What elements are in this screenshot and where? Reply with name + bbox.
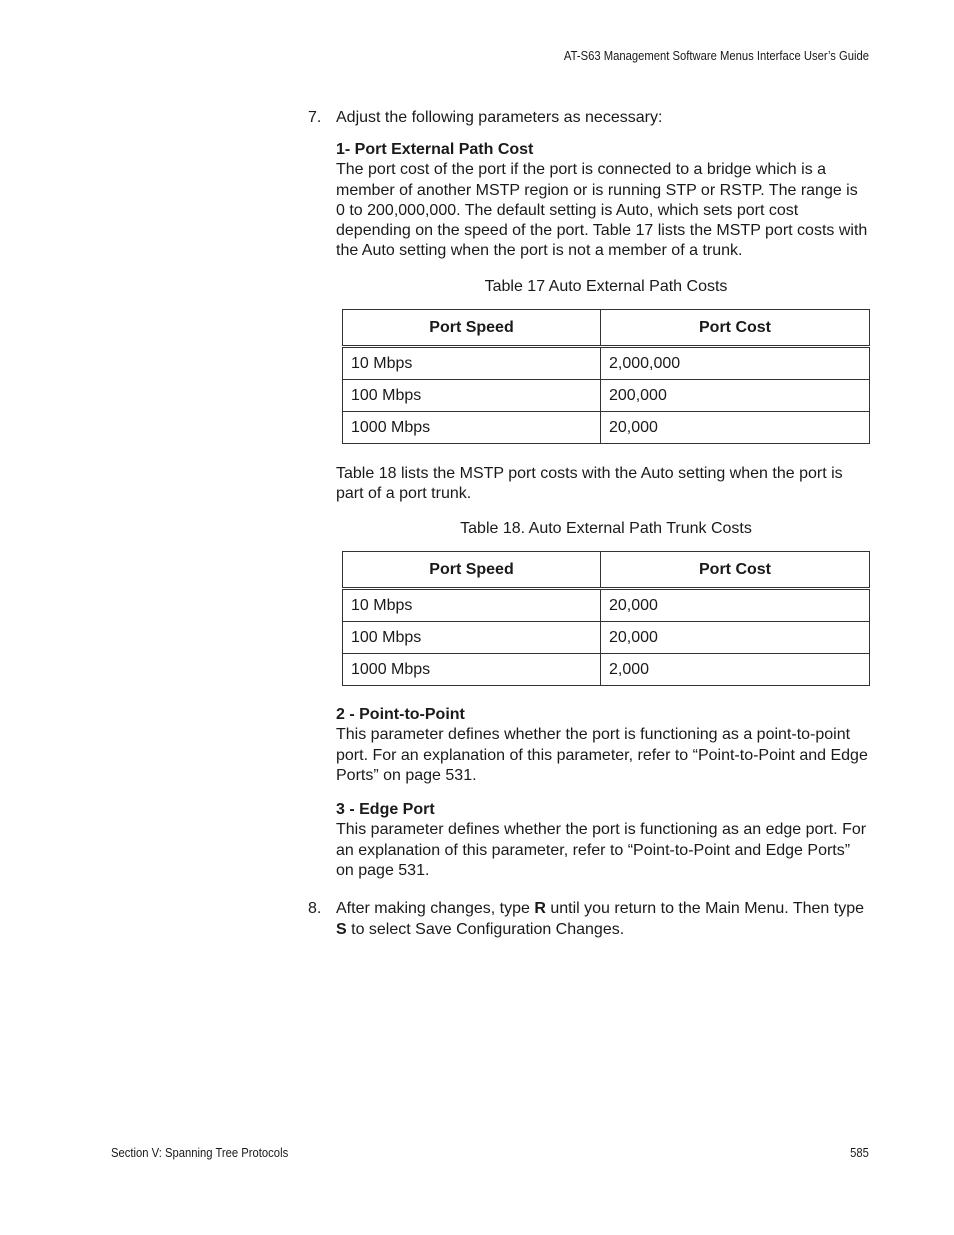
table-cell: 20,000 <box>601 412 870 444</box>
table-cell: 100 Mbps <box>343 622 601 654</box>
param-body: This parameter defines whether the port is functioning as an edge port. For an explanation of this parameter, refer to “Point-to-Point and Edge Ports” on page 531. <box>336 821 867 879</box>
table-header-row <box>343 552 870 589</box>
param-body: This parameter defines whether the port is functioning as a point-to-point port. For an explanation of this parameter, refer to “Point-to-Point and Edge Ports” on page 531. <box>336 726 868 784</box>
param-heading: 1- Port External Path Cost <box>336 141 534 158</box>
table-cell: 2,000 <box>601 654 870 686</box>
param-port-external-path-cost <box>336 140 869 262</box>
param-heading: 2 - Point-to-Point <box>336 706 465 723</box>
table-row <box>343 589 870 622</box>
param-point-to-point <box>336 705 869 786</box>
table-row <box>343 654 870 686</box>
table-cell: 100 Mbps <box>343 380 601 412</box>
table-header-row <box>343 310 870 347</box>
step-text-part: to select Save Configuration Changes. <box>346 920 625 938</box>
table-cell: 1000 Mbps <box>343 654 601 686</box>
step-text-part: After making changes, type <box>336 900 535 917</box>
table-cell: 10 Mbps <box>343 347 601 380</box>
table-row <box>343 412 870 444</box>
table-row <box>343 347 870 380</box>
column-header: Port Cost <box>601 552 870 589</box>
table-cell: 2,000,000 <box>601 347 870 380</box>
table-caption: Table 18. Auto External Path Trunk Costs <box>460 520 752 537</box>
table-row <box>343 380 870 412</box>
step-text <box>336 899 866 940</box>
param-heading: 3 - Edge Port <box>336 801 435 818</box>
step-number: 7. <box>308 109 322 126</box>
table-row <box>343 622 870 654</box>
table-cell: 10 Mbps <box>343 589 601 622</box>
column-header: Port Speed <box>343 310 601 347</box>
running-header: AT-S63 Management Software Menus Interface User’s Guide <box>563 49 869 63</box>
step-number: 8. <box>308 900 322 917</box>
table-cell: 200,000 <box>601 380 870 412</box>
step-text: Adjust the following parameters as necessary: <box>336 109 663 126</box>
table-auto-external-path-trunk-costs <box>342 551 870 686</box>
page-number: 585 <box>850 1146 869 1160</box>
table-auto-external-path-costs <box>342 309 870 444</box>
table-cell: 20,000 <box>601 622 870 654</box>
param-edge-port <box>336 800 869 881</box>
table-cell: 20,000 <box>601 589 870 622</box>
key-s: S <box>336 920 347 938</box>
table-caption: Table 17 Auto External Path Costs <box>484 278 728 295</box>
key-r: R <box>534 900 546 917</box>
column-header: Port Speed <box>343 552 601 589</box>
table-cell: 1000 Mbps <box>343 412 601 444</box>
paragraph-table18-intro: Table 18 lists the MSTP port costs with the Auto setting when the port is part of a port trunk. <box>336 465 843 503</box>
column-header: Port Cost <box>601 310 870 347</box>
step-text-part: until you return to the Main Menu. Then type <box>545 900 864 917</box>
param-body: The port cost of the port if the port is connected to a bridge which is a member of another MSTP region or is running STP or RSTP. The range is 0 to 200,000,000. The default setting is Auto, which sets port cost depending on the speed of the port. Table 17 lists the MSTP port costs with the Auto setting when the port is not a member of a trunk. <box>336 161 868 260</box>
footer-section: Section V: Spanning Tree Protocols <box>111 1146 289 1160</box>
